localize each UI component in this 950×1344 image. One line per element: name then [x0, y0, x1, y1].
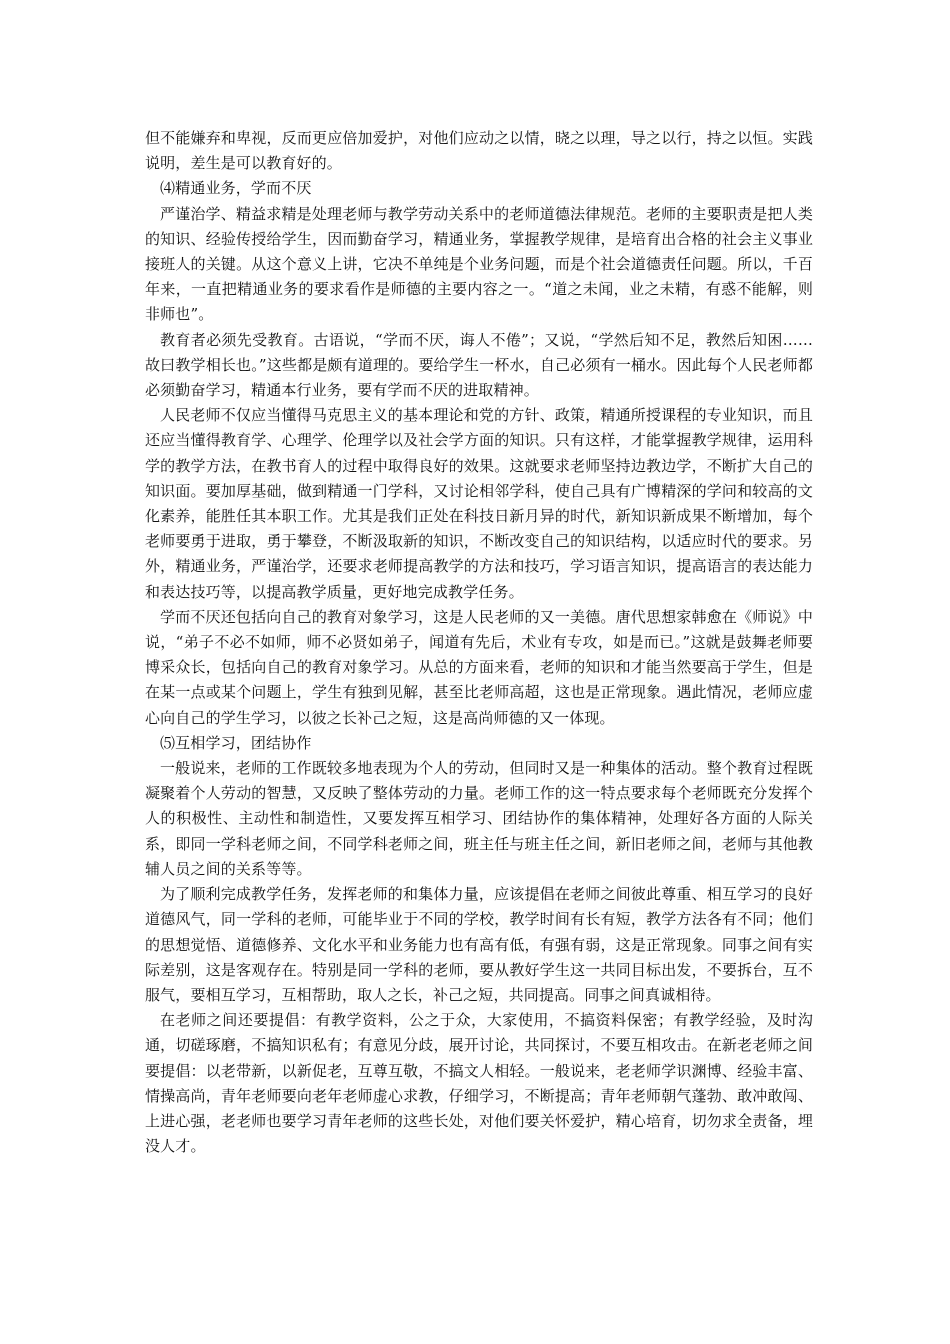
- paragraph-continuation: 但不能嫌弃和卑视，反而更应倍加爱护，对他们应动之以情，晓之以理，导之以行，持之以恒。实践说明，差生是可以教育好的。: [145, 129, 813, 173]
- document-page: [145, 126, 813, 1159]
- paragraph: 人民老师不仅应当懂得马克思主义的基本理论和党的方针、政策，精通所授课程的专业知识，而且还应当懂得教育学、心理学、伦理学以及社会学方面的知识。只有这样，才能掌握教学规律，运用科学的教学方法，在教书育人的过程中取得良好的效果。这就要求老师坚持边教边学，不断扩大自己的知识面。要加厚基础，做到精通一门学科，又讨论相邻学科，使自己具有广博精深的学问和较高的文化素养，能胜任其本职工作。尤其是我们正处在科技日新月异的时代，新知识新成果不断增加，每个老师要勇于进取，勇于攀登，不断汲取新的知识，不断改变自己的知识结构，以适应时代的要求。另外，精通业务，严谨治学，还要求老师提高教学的方法和技巧，学习语言知识，提高语言的表达能力和表达技巧等，以提高教学质量，更好地完成教学任务。: [145, 406, 813, 601]
- paragraph: 一般说来，老师的工作既较多地表现为个人的劳动，但同时又是一种集体的活动。整个教育过程既凝聚着个人劳动的智慧，又反映了整体劳动的力量。老师工作的这一特点要求每个老师既充分发挥个人的积极性、主动性和制造性，又要发挥互相学习、团结协作的集体精神，处理好各方面的人际关系，即同一学科老师之间，不同学科老师之间，班主任与班主任之间，新旧老师之间，老师与其他教辅人员之间的关系等等。: [145, 759, 813, 878]
- paragraph: 教育者必须先受教育。古语说，“学而不厌，诲人不倦”；又说，“学然后知不足，教然后知困……故曰教学相长也。”这些都是颇有道理的。要给学生一杯水，自己必须有一桶水。因此每个人民老师都必须勤奋学习，精通本行业务，要有学而不厌的进取精神。: [145, 330, 813, 400]
- section-heading-4: ⑷精通业务，学而不厌: [160, 179, 312, 198]
- paragraph: 为了顺利完成教学任务，发挥老师的和集体力量，应该提倡在老师之间彼此尊重、相互学习的良好道德风气，同一学科的老师，可能毕业于不同的学校，教学时间有长有短，教学方法各有不同；他们的思想觉悟、道德修养、文化水平和业务能力也有高有低，有强有弱，这是正常现象。同事之间有实际差别，这是客观存在。特别是同一学科的老师，要从教好学生这一共同目标出发，不要拆台，互不服气，要相互学习，互相帮助，取人之长，补己之短，共同提高。同事之间真诚相待。: [145, 885, 813, 1004]
- paragraph: 在老师之间还要提倡：有教学资料，公之于众，大家使用，不搞资料保密；有教学经验，及时沟通，切磋琢磨，不搞知识私有；有意见分歧，展开讨论，共同探讨，不要互相攻击。在新老老师之间要提倡：以老带新，以新促老，互尊互敬，不搞文人相轻。一般说来，老老师学识渊博、经验丰富、情操高尚，青年老师要向老年老师虚心求教，仔细学习，不断提高；青年老师朝气蓬勃、敢冲敢闯、上进心强，老老师也要学习青年老师的这些长处，对他们要关怀爱护，精心培育，切勿求全责备，埋没人才。: [145, 1011, 813, 1156]
- paragraph: 学而不厌还包括向自己的教育对象学习，这是人民老师的又一美德。唐代思想家韩愈在《师说》中说，“弟子不必不如师，师不必贤如弟子，闻道有先后，术业有专攻，如是而已。”这就是鼓舞老师要博采众长，包括向自己的教育对象学习。从总的方面来看，老师的知识和才能当然要高于学生，但是在某一点或某个问题上，学生有独到见解，甚至比老师高超，这也是正常现象。遇此情况，老师应虚心向自己的学生学习，以彼之长补己之短，这是高尚师德的又一体现。: [145, 607, 813, 727]
- section-heading-5: ⑸互相学习，团结协作: [160, 733, 312, 752]
- paragraph: 严谨治学、精益求精是处理老师与教学劳动关系中的老师道德法律规范。老师的主要职责是把人类的知识、经验传授给学生，因而勤奋学习，精通业务，掌握教学规律，是培育出合格的社会主义事业接班人的关键。从这个意义上讲，它决不单纯是个业务问题，而是个社会道德责任问题。所以，千百年来，一直把精通业务的要求看作是师德的主要内容之一。“道之未闻，业之未精，有惑不能解，则非师也”。: [145, 204, 813, 324]
